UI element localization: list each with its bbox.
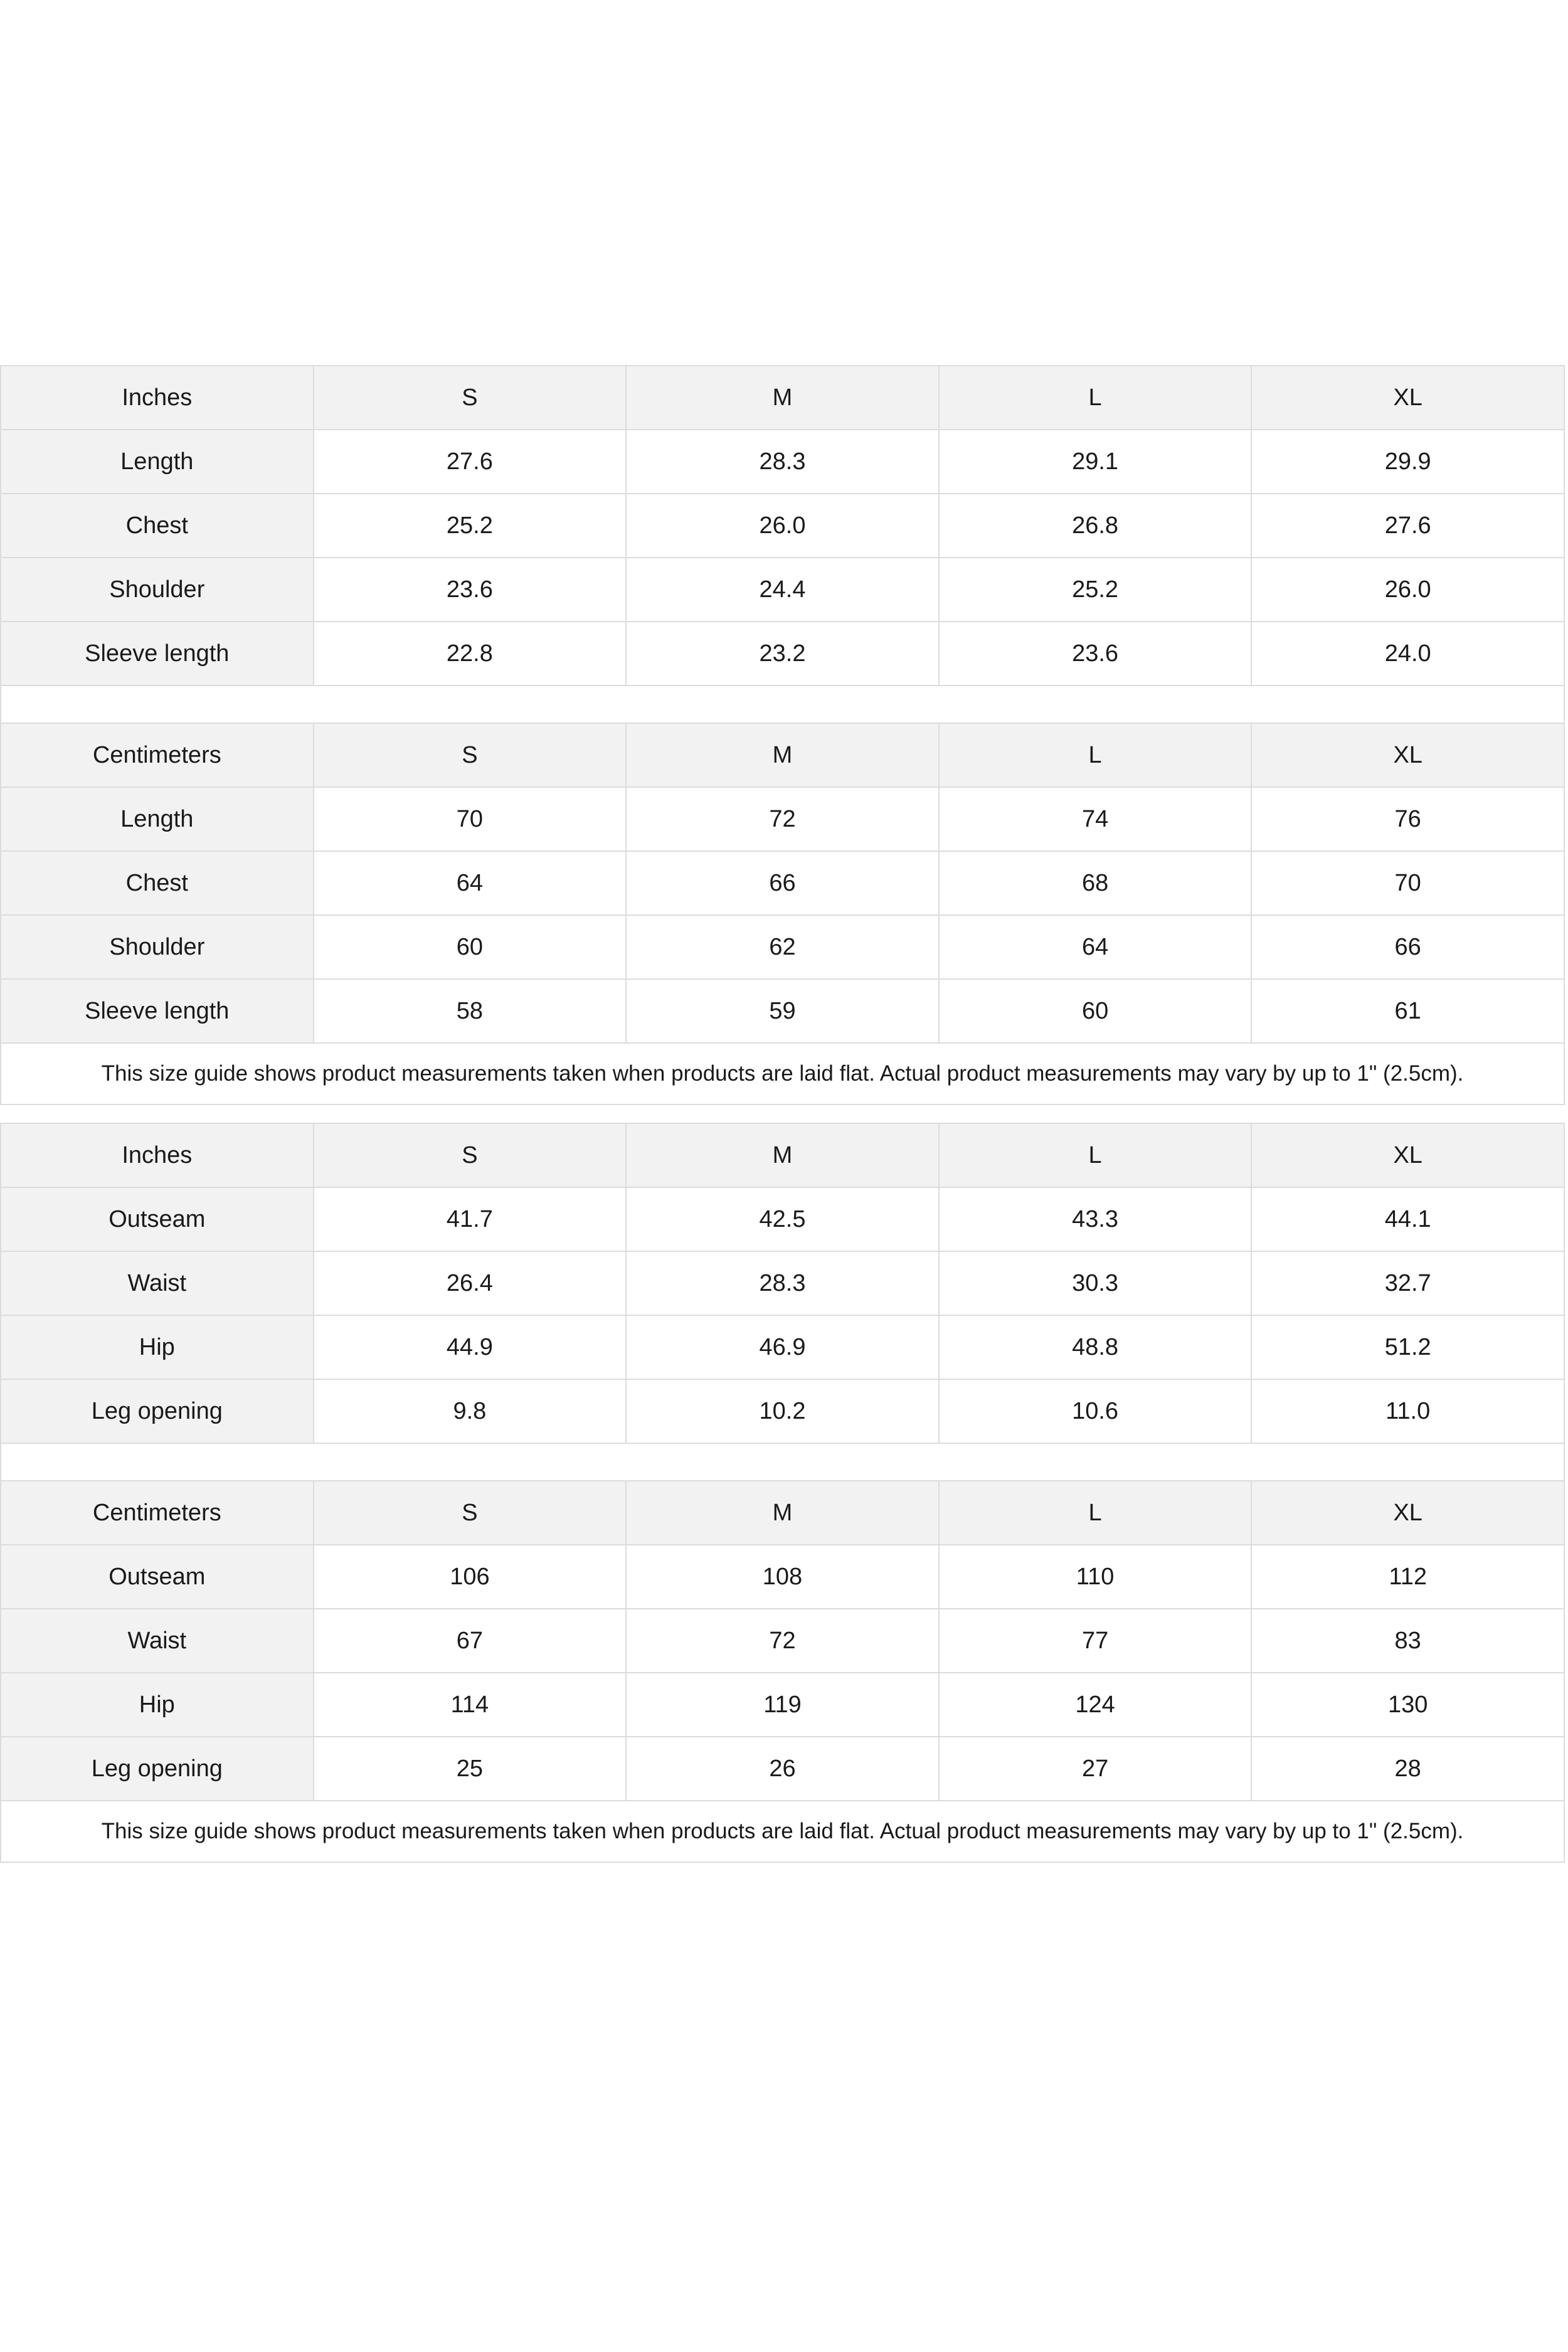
cell-value: 70 — [1251, 851, 1564, 915]
cell-value: 66 — [626, 851, 939, 915]
unit-label: Centimeters — [1, 1481, 314, 1545]
cell-value: 27 — [939, 1737, 1252, 1801]
table-row — [1, 1315, 1564, 1379]
bottoms-size-table — [0, 1123, 1565, 1801]
cell-value: 60 — [939, 979, 1252, 1043]
table-row — [1, 622, 1564, 686]
table-spacer — [1, 686, 1564, 723]
cell-value: 11.0 — [1251, 1379, 1564, 1443]
table-row — [1, 1673, 1564, 1737]
cell-value: 46.9 — [626, 1315, 939, 1379]
spacer-cell — [1, 686, 1564, 723]
cell-value: 77 — [939, 1609, 1252, 1673]
spacer-cell — [1, 1443, 1564, 1481]
size-header: M — [626, 366, 939, 430]
cell-value: 24.4 — [626, 558, 939, 622]
cell-value: 62 — [626, 915, 939, 979]
row-label: Length — [1, 430, 314, 494]
cell-value: 67 — [314, 1609, 627, 1673]
cell-value: 58 — [314, 979, 627, 1043]
cell-value: 43.3 — [939, 1187, 1252, 1251]
bottoms-cm-header-row — [1, 1481, 1564, 1545]
cell-value: 42.5 — [626, 1187, 939, 1251]
row-label: Shoulder — [1, 915, 314, 979]
table-row — [1, 430, 1564, 494]
cell-value: 22.8 — [314, 622, 627, 686]
size-header: S — [314, 723, 627, 787]
table-row — [1, 1187, 1564, 1251]
cell-value: 9.8 — [314, 1379, 627, 1443]
cell-value: 30.3 — [939, 1251, 1252, 1315]
cell-value: 28 — [1251, 1737, 1564, 1801]
cell-value: 48.8 — [939, 1315, 1252, 1379]
size-header: L — [939, 1481, 1252, 1545]
table-row — [1, 558, 1564, 622]
cell-value: 29.1 — [939, 430, 1252, 494]
cell-value: 112 — [1251, 1545, 1564, 1609]
cell-value: 32.7 — [1251, 1251, 1564, 1315]
cell-value: 27.6 — [314, 430, 627, 494]
table-row — [1, 1609, 1564, 1673]
size-header: S — [314, 1123, 627, 1187]
cell-value: 110 — [939, 1545, 1252, 1609]
size-header: L — [939, 366, 1252, 430]
cell-value: 68 — [939, 851, 1252, 915]
row-label: Sleeve length — [1, 622, 314, 686]
cell-value: 51.2 — [1251, 1315, 1564, 1379]
size-header: M — [626, 723, 939, 787]
row-label: Sleeve length — [1, 979, 314, 1043]
table-row — [1, 787, 1564, 851]
cell-value: 72 — [626, 1609, 939, 1673]
cell-value: 24.0 — [1251, 622, 1564, 686]
tops-cm-header-row — [1, 723, 1564, 787]
unit-label: Inches — [1, 366, 314, 430]
row-label: Outseam — [1, 1187, 314, 1251]
cell-value: 66 — [1251, 915, 1564, 979]
cell-value: 70 — [314, 787, 627, 851]
cell-value: 64 — [939, 915, 1252, 979]
row-label: Hip — [1, 1673, 314, 1737]
size-header: L — [939, 723, 1252, 787]
cell-value: 72 — [626, 787, 939, 851]
row-label: Leg opening — [1, 1379, 314, 1443]
tops-size-guide — [0, 365, 1565, 1105]
row-label: Leg opening — [1, 1737, 314, 1801]
cell-value: 114 — [314, 1673, 627, 1737]
row-label: Chest — [1, 494, 314, 558]
row-label: Outseam — [1, 1545, 314, 1609]
cell-value: 23.2 — [626, 622, 939, 686]
bottoms-inches-header-row — [1, 1123, 1564, 1187]
cell-value: 29.9 — [1251, 430, 1564, 494]
row-label: Waist — [1, 1251, 314, 1315]
size-header: S — [314, 366, 627, 430]
table-row — [1, 494, 1564, 558]
cell-value: 10.6 — [939, 1379, 1252, 1443]
cell-value: 25 — [314, 1737, 627, 1801]
cell-value: 28.3 — [626, 430, 939, 494]
size-header: L — [939, 1123, 1252, 1187]
bottoms-size-guide — [0, 1123, 1565, 1863]
cell-value: 25.2 — [314, 494, 627, 558]
cell-value: 26.0 — [1251, 558, 1564, 622]
size-header: XL — [1251, 1123, 1564, 1187]
cell-value: 26.4 — [314, 1251, 627, 1315]
cell-value: 59 — [626, 979, 939, 1043]
size-header: XL — [1251, 1481, 1564, 1545]
tops-inches-header-row — [1, 366, 1564, 430]
cell-value: 26.0 — [626, 494, 939, 558]
size-header: M — [626, 1481, 939, 1545]
cell-value: 60 — [314, 915, 627, 979]
table-row — [1, 1545, 1564, 1609]
size-header: S — [314, 1481, 627, 1545]
row-label: Shoulder — [1, 558, 314, 622]
cell-value: 76 — [1251, 787, 1564, 851]
table-row — [1, 1251, 1564, 1315]
unit-label: Centimeters — [1, 723, 314, 787]
table-row — [1, 1379, 1564, 1443]
cell-value: 10.2 — [626, 1379, 939, 1443]
cell-value: 23.6 — [939, 622, 1252, 686]
row-label: Chest — [1, 851, 314, 915]
table-spacer — [1, 1443, 1564, 1481]
row-label: Hip — [1, 1315, 314, 1379]
cell-value: 41.7 — [314, 1187, 627, 1251]
cell-value: 130 — [1251, 1673, 1564, 1737]
row-label: Length — [1, 787, 314, 851]
cell-value: 27.6 — [1251, 494, 1564, 558]
cell-value: 44.9 — [314, 1315, 627, 1379]
table-row — [1, 1737, 1564, 1801]
cell-value: 64 — [314, 851, 627, 915]
measurement-note: This size guide shows product measurements taken when products are laid flat. Actual product measurements may vary by up to 1" (2.5cm). — [0, 1044, 1565, 1105]
cell-value: 61 — [1251, 979, 1564, 1043]
unit-label: Inches — [1, 1123, 314, 1187]
cell-value: 26 — [626, 1737, 939, 1801]
size-header: M — [626, 1123, 939, 1187]
tops-size-table — [0, 365, 1565, 1044]
cell-value: 106 — [314, 1545, 627, 1609]
size-header: XL — [1251, 366, 1564, 430]
cell-value: 74 — [939, 787, 1252, 851]
cell-value: 124 — [939, 1673, 1252, 1737]
cell-value: 25.2 — [939, 558, 1252, 622]
table-row — [1, 915, 1564, 979]
cell-value: 28.3 — [626, 1251, 939, 1315]
row-label: Waist — [1, 1609, 314, 1673]
cell-value: 23.6 — [314, 558, 627, 622]
measurement-note: This size guide shows product measurements taken when products are laid flat. Actual product measurements may vary by up to 1" (2.5cm). — [0, 1801, 1565, 1863]
cell-value: 44.1 — [1251, 1187, 1564, 1251]
table-row — [1, 979, 1564, 1043]
cell-value: 108 — [626, 1545, 939, 1609]
size-header: XL — [1251, 723, 1564, 787]
cell-value: 119 — [626, 1673, 939, 1737]
table-row — [1, 851, 1564, 915]
cell-value: 26.8 — [939, 494, 1252, 558]
cell-value: 83 — [1251, 1609, 1564, 1673]
